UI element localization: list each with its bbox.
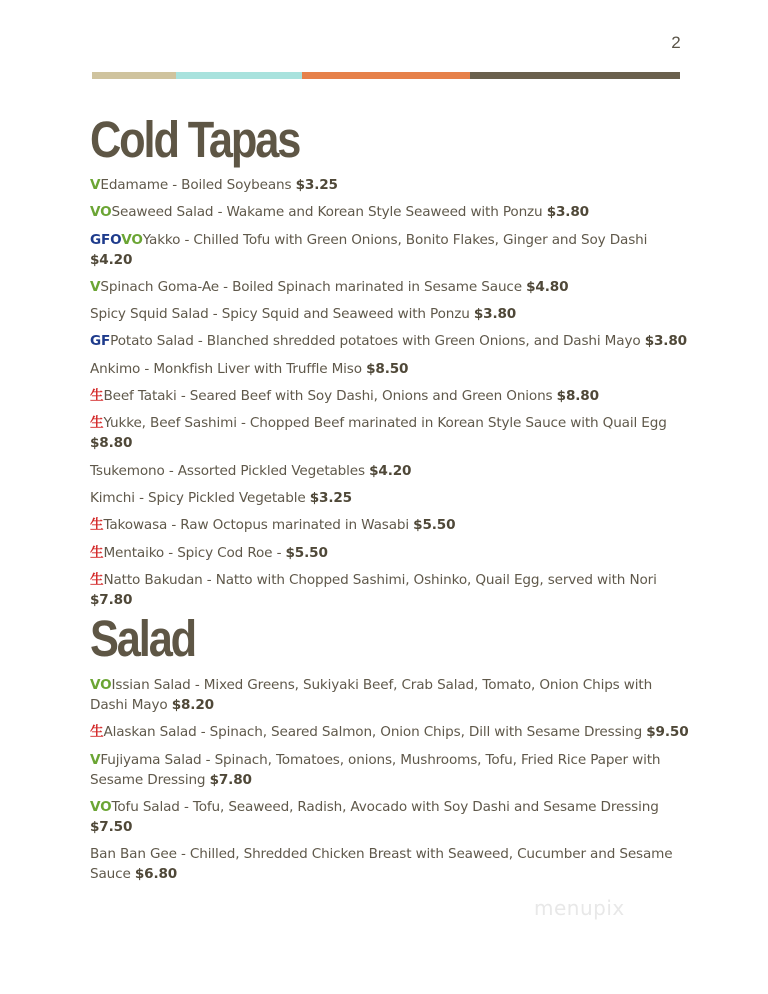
menu-item-price: $5.50 — [285, 544, 328, 561]
menu-item-price: $6.80 — [134, 866, 178, 883]
menu-item-price: $7.50 — [90, 818, 133, 835]
menu-item-price: $3.80 — [473, 306, 517, 323]
diet-tag: VO — [90, 204, 112, 221]
menu-item — [90, 359, 690, 379]
color-bar-segment — [302, 72, 470, 79]
diet-tags — [90, 415, 103, 431]
raw-tag: 生 — [90, 517, 104, 534]
menu-item-description: Ankimo - Monkfish Liver with Truffle Miso — [90, 360, 362, 377]
diet-tag: GF — [90, 333, 111, 350]
color-bar-segment — [92, 72, 176, 79]
diet-tag: VO — [121, 231, 143, 248]
menu-item-description: Edamame - Boiled Soybeans — [100, 177, 292, 193]
page-number: 2 — [671, 33, 681, 52]
menu-item — [90, 175, 690, 195]
menu-item-description: Spicy Squid Salad - Spicy Squid and Seaweed with Ponzu — [90, 306, 470, 323]
diet-tags — [90, 279, 100, 295]
menu-item — [90, 386, 690, 406]
diet-tag: GFO — [90, 231, 122, 248]
menu-item-description: Alaskan Salad - Spinach, Seared Salmon, Onion Chips, Dill with Sesame Dressing — [103, 724, 643, 741]
diet-tag: V — [90, 278, 101, 295]
menu-item-price: $8.50 — [366, 360, 409, 377]
menu-item — [90, 797, 690, 837]
menu-item — [90, 750, 690, 790]
raw-tag: 生 — [90, 544, 104, 561]
diet-tags — [90, 204, 112, 220]
menu-item-description: Spinach Goma-Ae - Boiled Spinach marinated in Sesame Sauce — [100, 278, 522, 295]
menu-item-description: Yukke, Beef Sashimi - Chopped Beef marinated in Korean Style Sauce with Quail Egg — [103, 415, 667, 432]
menu-item — [90, 675, 690, 715]
section-title-cold-tapas: Cold Tapas — [90, 111, 300, 168]
menu-item-description: Issian Salad - Mixed Greens, Sukiyaki Beef, Crab Salad, Tomato, Onion Chips with Dashi Mayo — [90, 677, 653, 713]
diet-tags — [90, 232, 143, 248]
menu-item — [90, 277, 690, 297]
menu-item — [90, 488, 690, 508]
menu-item-description: Ban Ban Gee - Chilled, Shredded Chicken Breast with Seaweed, Cucumber and Sesame Sauce — [90, 846, 673, 883]
menu-item-price: $9.50 — [646, 724, 689, 741]
menu-item-description: Tsukemono - Assorted Pickled Vegetables — [90, 462, 365, 479]
raw-tag: 生 — [90, 724, 104, 741]
menu-item-price: $4.20 — [90, 251, 133, 268]
menu-item-description: Fujiyama Salad - Spinach, Tomatoes, onions, Mushrooms, Tofu, Fried Rice Paper with Sesame Dressing — [90, 751, 661, 788]
menu-item-description: Kimchi - Spicy Pickled Vegetable — [90, 489, 306, 506]
menu-item-price: $8.20 — [171, 697, 214, 713]
menu-item-description: Seaweed Salad - Wakame and Korean Style Seaweed with Ponzu — [111, 204, 543, 221]
diet-tags — [90, 724, 103, 740]
menu-item-price: $8.80 — [90, 435, 133, 452]
menu-item-price: $5.50 — [413, 517, 456, 534]
menu-item-price: $3.25 — [309, 489, 352, 506]
diet-tags — [90, 677, 112, 693]
raw-tag: 生 — [90, 388, 104, 405]
menu-item — [90, 413, 690, 453]
menu-item-price: $3.80 — [546, 204, 589, 221]
color-bar-segment — [176, 72, 302, 79]
menu-item-description: Natto Bakudan - Natto with Chopped Sashimi, Oshinko, Quail Egg, served with Nori — [103, 571, 657, 588]
section-title-salad: Salad — [90, 610, 196, 667]
diet-tags — [90, 333, 110, 349]
cold-tapas-list — [90, 175, 690, 610]
raw-tag: 生 — [90, 571, 104, 588]
menu-item — [90, 230, 690, 270]
raw-tag: 生 — [90, 415, 104, 432]
menu-item-description: Potato Salad - Blanched shredded potatoes with Green Onions, and Dashi Mayo — [110, 333, 641, 350]
diet-tags — [90, 799, 112, 815]
diet-tag: V — [90, 177, 101, 193]
menu-item-price: $3.80 — [644, 333, 687, 350]
menu-item — [90, 515, 690, 535]
color-bar-segment — [470, 72, 680, 79]
menu-item — [90, 543, 690, 563]
diet-tags — [90, 752, 100, 768]
menu-item-description: Beef Tataki - Seared Beef with Soy Dashi, Onions and Green Onions — [103, 388, 553, 405]
menu-item-description: Yakko - Chilled Tofu with Green Onions, Bonito Flakes, Ginger and Soy Dashi — [142, 231, 648, 248]
diet-tag: V — [90, 751, 101, 768]
menupix-watermark: menupix — [534, 896, 625, 920]
diet-tags — [90, 388, 103, 404]
menu-item-price: $7.80 — [209, 771, 252, 788]
diet-tag: VO — [90, 798, 112, 815]
menu-item — [90, 304, 690, 324]
diet-tag: VO — [90, 677, 112, 693]
menu-item-description: Tofu Salad - Tofu, Seaweed, Radish, Avocado with Soy Dashi and Sesame Dressing — [111, 798, 659, 815]
color-bar — [92, 72, 680, 79]
menu-item-description: Mentaiko - Spicy Cod Roe - — [103, 544, 282, 561]
menu-item — [90, 570, 690, 610]
menu-item-description: Takowasa - Raw Octopus marinated in Wasabi — [103, 517, 409, 534]
diet-tags — [90, 517, 103, 533]
menu-item-price: $4.20 — [369, 462, 412, 479]
diet-tags — [90, 545, 103, 561]
menu-item — [90, 461, 690, 481]
salad-list — [90, 675, 690, 884]
menu-item-price: $8.80 — [556, 388, 599, 405]
menu-item — [90, 844, 690, 884]
menu-item-price: $4.80 — [526, 278, 569, 295]
menu-item — [90, 331, 690, 351]
menu-item-price: $3.25 — [295, 177, 338, 193]
diet-tags — [90, 177, 100, 193]
diet-tags — [90, 572, 103, 588]
menu-item — [90, 722, 690, 742]
menu-item — [90, 202, 690, 222]
menu-item-price: $7.80 — [90, 591, 133, 608]
